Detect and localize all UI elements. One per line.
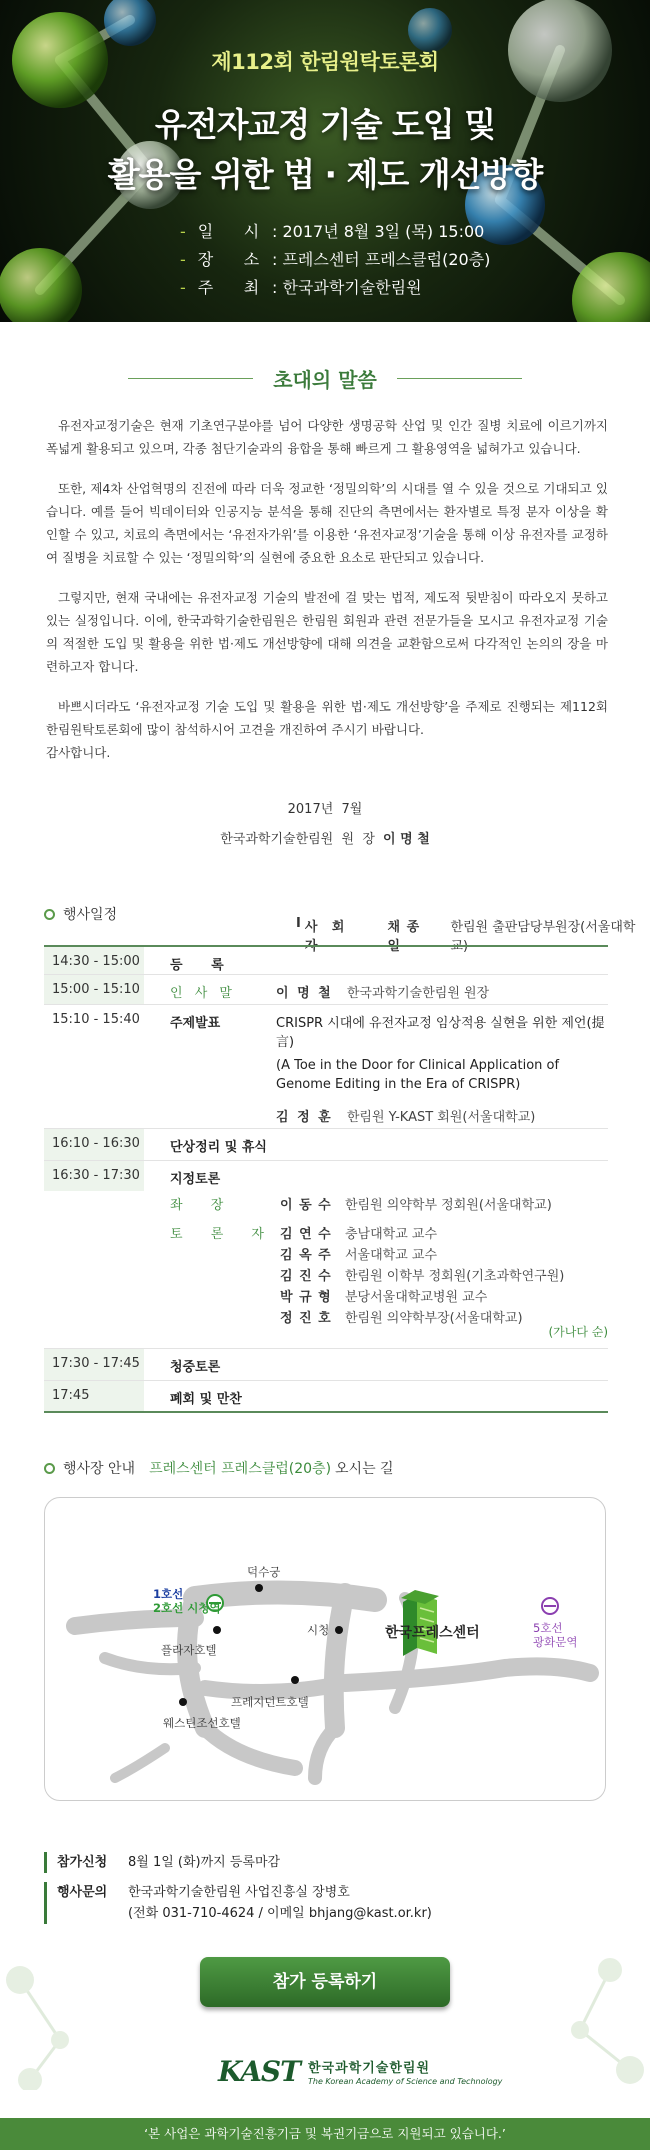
bullet-ring-icon: [44, 909, 55, 920]
order-note: (가나다 순): [548, 1325, 608, 1339]
divider: [128, 378, 253, 379]
info-value-place: : 프레스센터 프레스클럽(20층): [272, 250, 491, 269]
person-affiliation: 충남대학교 교수: [345, 1227, 438, 1242]
signer-title: 한국과학기술한림원 원 장: [220, 832, 375, 847]
venue-place: 프레스센터 프레스클럽(20층): [149, 1461, 332, 1477]
schedule-heading: [44, 904, 117, 924]
lecture-title-en: [276, 1056, 608, 1094]
event-title-line2: 활용을 위한 법 · 제도 개선방향: [107, 155, 543, 194]
org-name-en: The Korean Academy of Science and Technology: [307, 2077, 503, 2086]
greeting-paragraph: 그렇지만, 현재 국내에는 유전자교정 기술의 발전에 걸 맞는 법적, 제도적 뒷받침이 따라오지 못하고 있는 실정입니다. 이에, 한국과학기술한림원은 한림원 회원과 관련 전문가들을 모시고 유전자교정 기술의 적절한 도입 및 활용을 위한 법·제도 개선방향에 대해 의견을 교환함으로써 다각적인 논의의 장을 마련하고자 합니다.: [46, 590, 608, 674]
map-label-line1: 1호선: [153, 1587, 184, 1601]
list-item: [170, 1224, 564, 1245]
venue-title: 행사장 안내: [63, 1461, 136, 1477]
row-time: 17:45: [44, 1381, 144, 1411]
row-session: 지정토론: [170, 1172, 221, 1187]
person-name: 이 동 수: [280, 1198, 332, 1213]
greeting-title: 초대의 말씀: [273, 368, 377, 392]
greeting-thanks: 감사합니다.: [46, 745, 111, 760]
map-label-cityhall: 시청: [307, 1623, 330, 1637]
kast-logo-mark: KAST: [218, 2055, 300, 2088]
row-session: 주제발표: [170, 1016, 221, 1031]
list-item: [170, 1308, 564, 1329]
row-time: 15:10 - 15:40: [52, 1012, 140, 1027]
greeting-paragraph: 바쁘시더라도 ‘유전자교정 기술 도입 및 활용을 위한 법·제도 개선방향’을 주제로 진행되는 제112회 한림원탁토론회에 많이 참석하시어 고견을 개진하여 주시기 바랍니다.: [46, 699, 608, 737]
funding-note: ‘본 사업은 과학기술진흥기금 및 복권기금으로 지원되고 있습니다.’: [0, 2118, 650, 2150]
row-session: 인 사 말: [170, 986, 236, 1001]
info-key-place: 장 소: [197, 250, 260, 269]
venue-suffix: 오시는 길: [335, 1461, 394, 1477]
panel-list: [170, 1195, 564, 1329]
info-key-date: 일 시: [197, 222, 260, 241]
map-pin: [335, 1626, 343, 1634]
contact-info: [44, 1882, 432, 1924]
moderator-label: 사 회 자: [304, 920, 350, 954]
map-label-line2: 2호선 시청역: [153, 1601, 221, 1615]
letter-signature: [0, 828, 650, 847]
map-label-president: 프레지던트호텔: [231, 1695, 309, 1709]
row-session: 청중토론: [170, 1360, 221, 1375]
person-name: 정 진 호: [280, 1311, 332, 1326]
hero-banner: [0, 0, 650, 322]
map-pin: [213, 1626, 221, 1634]
table-row: [44, 1005, 608, 1129]
person-name: 김 진 수: [280, 1269, 332, 1284]
signer-name: 이 명 철: [383, 832, 430, 847]
bullet-ring-icon: [44, 1463, 55, 1474]
row-time: 14:30 - 15:00: [44, 947, 144, 974]
row-session: 폐회 및 만찬: [170, 1392, 242, 1407]
info-value-date: : 2017년 8월 3일 (목) 15:00: [272, 222, 485, 241]
speaker-name: 이 명 철: [276, 986, 333, 1001]
contact-line2: (전화 031-710-4624 / 이메일 bhjang@kast.or.kr): [128, 1906, 432, 1921]
moderator: I 사 회 자 채 종 일 한림원 출판담당부원장(서울대학교): [296, 916, 650, 954]
row-time: 16:30 - 17:30: [44, 1161, 144, 1191]
table-row: [44, 1129, 608, 1161]
row-time: 17:30 - 17:45: [44, 1349, 144, 1380]
contact-line1: 한국과학기술한림원 사업진흥실 장병호: [128, 1885, 350, 1900]
map-roads: [45, 1498, 606, 1801]
register-button[interactable]: 참가 등록하기: [200, 1957, 450, 2007]
lecture-title-en-line2: Genome Editing in the Era of CRISPR): [276, 1077, 521, 1092]
registration-info: [44, 1852, 280, 1873]
speaker-affiliation: 한림원 Y-KAST 회원(서울대학교): [346, 1110, 536, 1125]
speaker-name: 김 정 훈: [276, 1110, 333, 1125]
greeting-paragraph: 또한, 제4차 산업혁명의 진전에 따라 더욱 정교한 ‘정밀의학’의 시대를 열 수 있을 것으로 기대되고 있습니다. 예를 들어 빅데이터와 인공지능 분석을 통해 진단의 측면에서는 환자별로 특정 분자 이상을 확인할 수 있고, 치료의 측면에서는 ‘유전자가위’를 이용한 ‘유전자교정’기술을 통해 이상 유전자를 교정하여 질병을 치료할 수 있는 ‘정밀의학’의 실현에 중요한 요소로 판단되고 있습니다.: [46, 481, 608, 565]
map-label-deoksugung: 덕수궁: [247, 1565, 281, 1579]
map-label-westin: 웨스틴조선호텔: [163, 1716, 241, 1730]
lecture: [276, 1012, 608, 1125]
person-name: 김 옥 주: [280, 1248, 332, 1263]
venue-map[interactable]: [44, 1497, 606, 1801]
row-session: 단상정리 및 휴식: [170, 1140, 267, 1155]
event-title-line1: 유전자교정 기술 도입 및: [154, 105, 496, 144]
list-item: [170, 1245, 564, 1266]
kast-logo: [218, 2055, 502, 2088]
map-label-press-center: 한국프레스센터: [385, 1625, 480, 1641]
info-value-host: : 한국과학기술한림원: [272, 278, 422, 297]
moderator-name: 채 종 일: [387, 920, 421, 954]
registration-value: 8월 1일 (화)까지 등록마감: [128, 1855, 281, 1870]
person-affiliation: 분당서울대학교병원 교수: [345, 1290, 488, 1305]
event-info: [180, 218, 490, 302]
info-key-host: 주 최: [197, 278, 260, 297]
table-row: [44, 1161, 608, 1349]
lecture-title-en-line1: (A Toe in the Door for Clinical Application of: [276, 1058, 560, 1073]
schedule-table: [44, 945, 608, 1413]
table-row: [44, 975, 608, 1005]
letter-date: 2017년 7월: [287, 802, 363, 817]
person-affiliation: 한림원 의약학부장(서울대학교): [345, 1311, 523, 1326]
greeting-paragraph: 유전자교정기술은 현재 기초연구분야를 넘어 다양한 생명공학 산업 및 인간 질병 치료에 이르기까지 폭넓게 활용되고 있으며, 각종 첨단기술과의 융합을 통해 빠르게 그 활용영역을 넓혀가고 있습니다.: [46, 418, 608, 456]
chair-role: 좌 장: [170, 1198, 236, 1213]
contact-key: 행사문의: [44, 1882, 114, 1924]
event-title: [0, 100, 650, 200]
speaker-affiliation: 한국과학기술한림원 원장: [346, 986, 490, 1001]
forum-label: 제112회 한림원탁토론회: [211, 50, 439, 74]
greeting-heading: [0, 364, 650, 393]
map-pin: [255, 1584, 263, 1592]
moderator-affiliation: 한림원 출판담당부원장(서울대학교): [450, 920, 636, 954]
table-row: [44, 1349, 608, 1381]
list-item: [170, 1195, 564, 1216]
venue-heading: [44, 1458, 394, 1478]
person-affiliation: 한림원 이학부 정회원(기초과학연구원): [345, 1269, 565, 1284]
person-name: 김 연 수: [280, 1227, 332, 1242]
info-place: - 장 소 : 프레스센터 프레스클럽(20층): [180, 246, 490, 274]
map-pin: [291, 1676, 299, 1684]
subway-line5-icon: [542, 1598, 558, 1614]
lecture-title-ko: CRISPR 시대에 유전자교정 임상적용 실현을 위한 제언(提言): [276, 1016, 605, 1050]
table-row: [44, 945, 608, 975]
person-affiliation: 한림원 의약학부 정회원(서울대학교): [345, 1198, 552, 1213]
schedule-title: 행사일정: [63, 907, 118, 923]
table-row: [44, 1381, 608, 1413]
map-label-gwanghwamun: 광화문역: [533, 1635, 578, 1649]
map-label-plaza: 플라자호텔: [161, 1643, 217, 1657]
list-item: [170, 1266, 564, 1287]
row-session: 등 록: [170, 958, 236, 973]
greeting-body: [46, 414, 608, 781]
divider: [397, 378, 522, 379]
panel-role: 토 론 자: [170, 1227, 276, 1242]
registration-key: 참가신청: [44, 1852, 114, 1873]
person-affiliation: 서울대학교 교수: [345, 1248, 438, 1263]
person-name: 박 규 형: [280, 1290, 332, 1305]
row-time: 16:10 - 16:30: [44, 1129, 144, 1160]
list-item: [170, 1287, 564, 1308]
info-date: - 일 시 : 2017년 8월 3일 (목) 15:00: [180, 218, 490, 246]
map-label-line5: 5호선: [533, 1621, 563, 1635]
info-host: - 주 최 : 한국과학기술한림원: [180, 274, 490, 302]
map-pin: [179, 1698, 187, 1706]
org-name-ko: 한국과학기술한림원: [307, 2061, 431, 2076]
row-time: 15:00 - 15:10: [44, 975, 144, 1004]
